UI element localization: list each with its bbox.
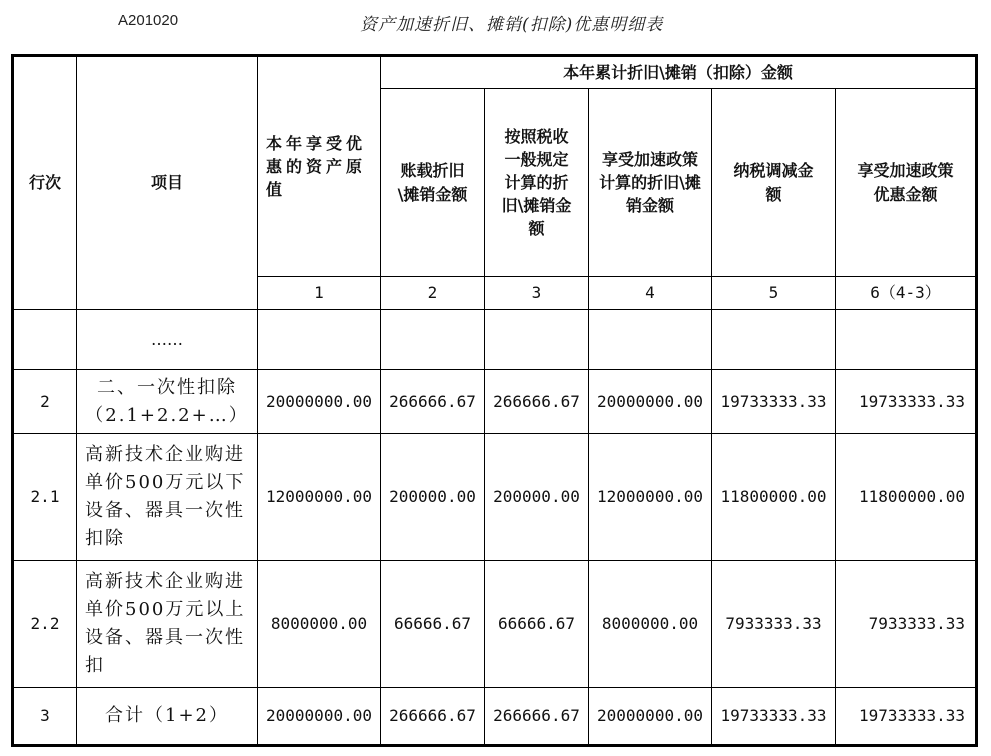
- value-cell: 266666.67: [485, 370, 589, 434]
- table-cell: [712, 310, 836, 370]
- row-item: 二、一次性扣除（2.1+2.2+…）: [77, 370, 258, 434]
- value-cell: 20000000.00: [258, 370, 381, 434]
- header-row-no: 行次: [13, 56, 77, 310]
- form-code: A201020: [118, 12, 179, 29]
- header-accel: 享受加速政策计算的折旧\摊销金额: [589, 89, 712, 277]
- header-item: 项目: [77, 56, 258, 310]
- value-cell: 11800000.00: [836, 434, 977, 561]
- table-row: [13, 688, 977, 746]
- value-cell: 266666.67: [381, 370, 485, 434]
- value-cell: 200000.00: [485, 434, 589, 561]
- table-cell: [13, 310, 77, 370]
- value-cell: 20000000.00: [258, 688, 381, 746]
- value-cell: 7933333.33: [836, 561, 977, 688]
- header-adjust: 纳税调减金额: [712, 89, 836, 277]
- row-item: 高新技术企业购进单价500万元以上设备、器具一次性扣: [77, 561, 258, 688]
- ellipsis-cell: ……: [77, 310, 258, 370]
- row-number: 2.1: [13, 434, 77, 561]
- value-cell: 266666.67: [485, 688, 589, 746]
- header-tax-general: 按照税收一般规定计算的折旧\摊销金额: [485, 89, 589, 277]
- table-cell: [836, 310, 977, 370]
- value-cell: 66666.67: [485, 561, 589, 688]
- col-number: 3: [485, 277, 589, 310]
- value-cell: 200000.00: [381, 434, 485, 561]
- table-row: [13, 561, 977, 688]
- header-benefit: 享受加速政策优惠金额: [836, 89, 977, 277]
- row-number: 2.2: [13, 561, 77, 688]
- col-number: 2: [381, 277, 485, 310]
- value-cell: 20000000.00: [589, 688, 712, 746]
- header-book: 账载折旧\摊销金额: [381, 89, 485, 277]
- row-number: 2: [13, 370, 77, 434]
- table-cell: [589, 310, 712, 370]
- col-number: 5: [712, 277, 836, 310]
- detail-table: [11, 54, 978, 747]
- value-cell: 11800000.00: [712, 434, 836, 561]
- value-cell: 20000000.00: [589, 370, 712, 434]
- value-cell: 19733333.33: [836, 370, 977, 434]
- value-cell: 19733333.33: [836, 688, 977, 746]
- row-item: 合计（1+2）: [77, 688, 258, 746]
- value-cell: 19733333.33: [712, 688, 836, 746]
- value-cell: 19733333.33: [712, 370, 836, 434]
- value-cell: 266666.67: [381, 688, 485, 746]
- row-item: 高新技术企业购进单价500万元以下设备、器具一次性扣除: [77, 434, 258, 561]
- value-cell: 8000000.00: [589, 561, 712, 688]
- header-asset-value: 本年享受优惠的资产原值: [258, 56, 381, 277]
- table-cell: [258, 310, 381, 370]
- table-row: [13, 370, 977, 434]
- value-cell: 8000000.00: [258, 561, 381, 688]
- table-cell: [485, 310, 589, 370]
- col-number: 6（4-3）: [836, 277, 977, 310]
- value-cell: 12000000.00: [258, 434, 381, 561]
- table-row: [13, 434, 977, 561]
- header-group: 本年累计折旧\摊销（扣除）金额: [381, 56, 977, 89]
- value-cell: 7933333.33: [712, 561, 836, 688]
- col-number: 1: [258, 277, 381, 310]
- value-cell: 66666.67: [381, 561, 485, 688]
- col-number: 4: [589, 277, 712, 310]
- form-title: 资产加速折旧、摊销(扣除)优惠明细表: [360, 15, 664, 35]
- table-cell: [381, 310, 485, 370]
- value-cell: 12000000.00: [589, 434, 712, 561]
- row-number: 3: [13, 688, 77, 746]
